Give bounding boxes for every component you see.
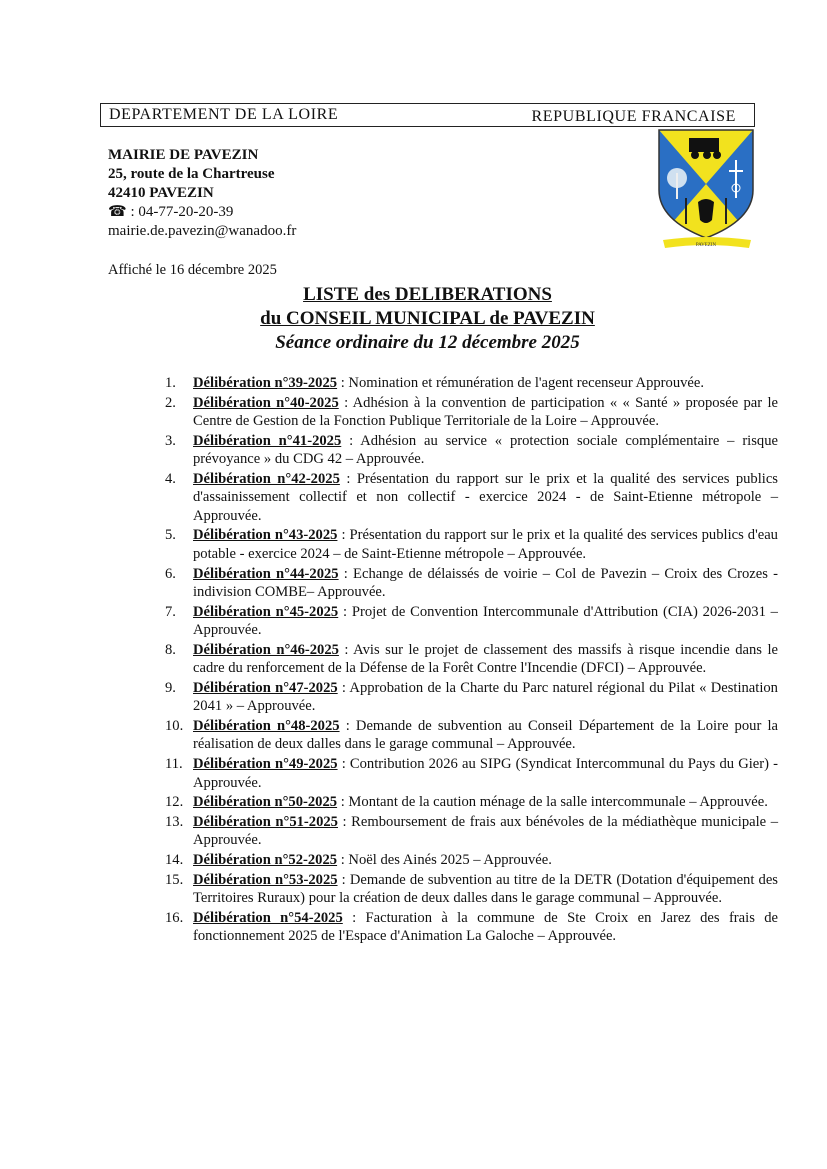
item-number: 5. [165, 527, 176, 544]
item-number: 16. [165, 909, 184, 926]
telephone-icon: ☎ [108, 204, 127, 220]
title-line-1: LISTE des DELIBERATIONS [303, 284, 552, 305]
deliberation-text: : Avis sur le projet de classement des massifs à risque incendie dans le cadre du renforcement de la Défense de la Forêt Contre l'Incendie (DFCI) – Approuvée. [193, 641, 778, 677]
deliberation-ref: Délibération n°48-2025 [193, 717, 340, 734]
mairie-email: mairie.de.pavezin@wanadoo.fr [108, 223, 297, 239]
mairie-phone-line [108, 203, 296, 222]
list-item [165, 793, 778, 811]
item-number: 11. [165, 756, 183, 773]
list-item [165, 851, 778, 869]
deliberation-ref: Délibération n°50-2025 [193, 794, 338, 811]
deliberation-ref: Délibération n°40-2025 [193, 394, 339, 411]
mairie-city: 42410 PAVEZIN [108, 185, 214, 201]
list-item [165, 394, 778, 431]
department-label: DEPARTEMENT DE LA LOIRE [109, 106, 339, 123]
list-item [165, 470, 778, 525]
deliberation-text: : Facturation à la commune de Ste Croix en Jarez des frais de fonctionnement 2025 de l'Espace d'Animation La Galoche – Approuvée. [193, 909, 778, 945]
header-box [100, 103, 755, 127]
title-line-2: du CONSEIL MUNICIPAL de PAVEZIN [260, 308, 595, 329]
deliberation-text: : Présentation du rapport sur le prix et la qualité des services publics d'assainissement collectif et non collectif - exercice 2024 - de Saint-Etienne métropole – Approuvée. [193, 470, 778, 524]
list-item [165, 432, 778, 469]
posted-date: Affiché le 16 décembre 2025 [108, 262, 277, 278]
list-item [165, 909, 778, 946]
list-item [165, 374, 778, 392]
deliberation-text: : Présentation du rapport sur le prix et la qualité des services publics d'eau potable - exercice 2024 – de Saint-Etienne métropole – Approuvée. [193, 527, 778, 562]
list-item [165, 565, 778, 602]
deliberation-ref: Délibération n°47-2025 [193, 679, 338, 696]
mairie-name: MAIRIE DE PAVEZIN [108, 147, 259, 163]
deliberation-text: : Demande de subvention au titre de la DETR (Dotation d'équipement des Territoires Ruraux) pour la création de deux dalles dans le garage communal – Approuvée. [193, 871, 778, 907]
deliberation-text: : Projet de Convention Intercommunale d'Attribution (CIA) 2026-2031 – Approuvée. [193, 603, 778, 639]
deliberation-ref: Délibération n°46-2025 [193, 641, 339, 658]
republic-label: REPUBLIQUE FRANCAISE [531, 108, 736, 125]
item-number: 2. [165, 394, 176, 411]
deliberation-ref: Délibération n°54-2025 [193, 909, 343, 926]
list-item [165, 871, 778, 908]
deliberation-text: : Remboursement de frais aux bénévoles de la médiathèque municipale – Approuvée. [193, 813, 778, 849]
deliberation-text: : Contribution 2026 au SIPG (Syndicat Intercommunal du Pays du Gier) - Approuvée. [193, 756, 778, 791]
deliberation-ref: Délibération n°52-2025 [193, 852, 338, 869]
document-title [0, 283, 827, 355]
deliberation-ref: Délibération n°41-2025 [193, 432, 342, 449]
deliberation-text: : Demande de subvention au Conseil Département de la Loire pour la réalisation de deux dalles dans le garage communal – Approuvée. [193, 717, 778, 753]
deliberation-list [165, 374, 778, 947]
deliberation-ref: Délibération n°51-2025 [193, 813, 338, 830]
deliberation-ref: Délibération n°45-2025 [193, 603, 339, 620]
deliberation-text: : Nomination et rémunération de l'agent recenseur Approuvée. [337, 375, 705, 391]
item-number: 15. [165, 871, 184, 888]
item-number: 6. [165, 565, 176, 582]
deliberation-text: : Noël des Ainés 2025 – Approuvée. [337, 852, 552, 869]
deliberation-ref: Délibération n°39-2025 [193, 375, 338, 391]
item-number: 10. [165, 717, 184, 734]
list-item [165, 755, 778, 792]
item-number: 3. [165, 432, 176, 449]
deliberation-text: : Adhésion à la convention de participation « « Santé » proposée par le Centre de Gestion de la Fonction Publique Territoriale de la Loire – Approuvée. [193, 394, 778, 430]
deliberation-text: : Approbation de la Charte du Parc naturel régional du Pilat « Destination 2041 » – Approuvée. [193, 679, 778, 715]
deliberation-text: : Echange de délaissés de voirie – Col de Pavezin – Croix des Crozes - indivision COMBE– Approuvée. [193, 565, 778, 600]
list-item [165, 813, 778, 850]
item-number: 12. [165, 794, 184, 811]
list-item [165, 526, 778, 563]
item-number: 4. [165, 470, 176, 487]
deliberation-ref: Délibération n°43-2025 [193, 527, 338, 544]
item-number: 8. [165, 641, 176, 658]
item-number: 13. [165, 813, 184, 830]
list-item [165, 717, 778, 754]
session-subtitle: Séance ordinaire du 12 décembre 2025 [275, 332, 580, 353]
deliberation-ref: Délibération n°49-2025 [193, 756, 338, 773]
deliberation-text: : Adhésion au service « protection sociale complémentaire – risque prévoyance » du CDG 42 – Approuvée. [193, 432, 778, 468]
item-number: 1. [165, 375, 176, 391]
deliberation-ref: Délibération n°42-2025 [193, 470, 340, 487]
mairie-phone: : 04-77-20-20-39 [130, 204, 234, 220]
mairie-address-block [108, 146, 296, 241]
deliberation-ref: Délibération n°53-2025 [193, 871, 338, 888]
list-item [165, 641, 778, 678]
coat-of-arms-icon [655, 128, 757, 252]
coat-of-arms-banner: PAVEZIN [695, 243, 717, 248]
item-number: 7. [165, 603, 176, 620]
deliberation-text: : Montant de la caution ménage de la salle intercommunale – Approuvée. [337, 794, 768, 811]
list-item [165, 679, 778, 716]
item-number: 9. [165, 679, 176, 696]
mairie-street: 25, route de la Chartreuse [108, 166, 275, 182]
deliberation-ref: Délibération n°44-2025 [193, 565, 339, 582]
item-number: 14. [165, 852, 184, 869]
list-item [165, 603, 778, 640]
